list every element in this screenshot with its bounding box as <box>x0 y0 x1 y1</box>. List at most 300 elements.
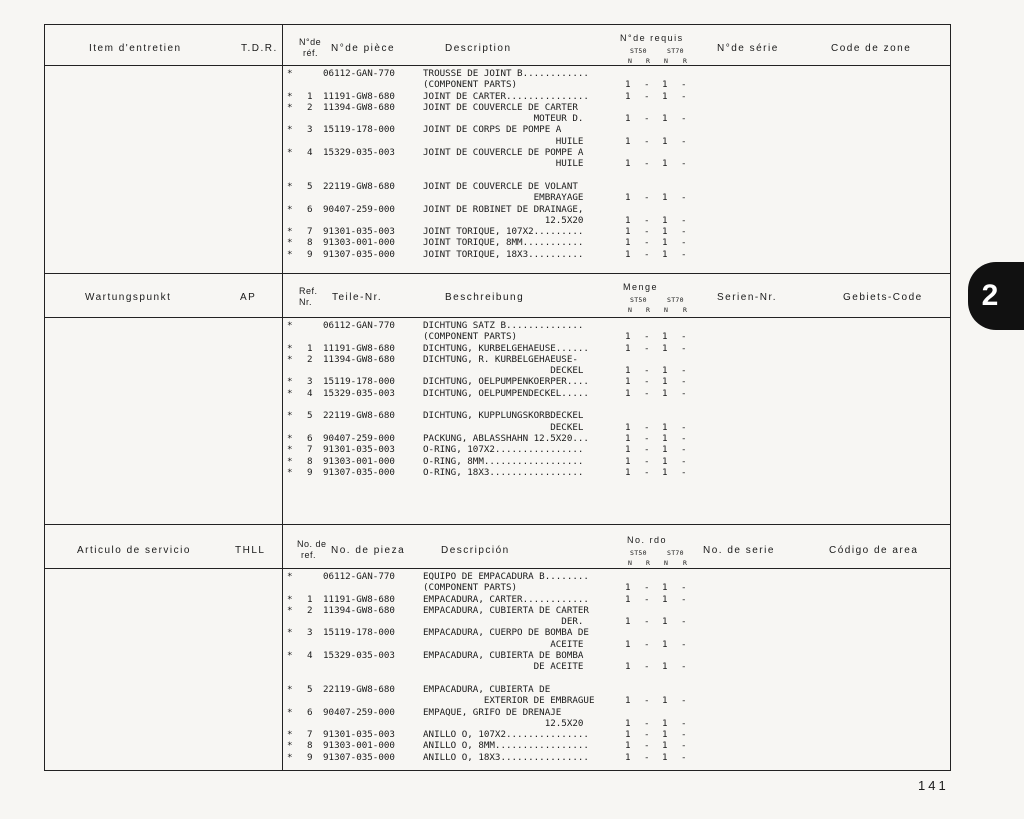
qty-st70: 1 <box>662 214 668 226</box>
part-number: 15329-035-003 <box>323 147 395 159</box>
part-number: 90407-259-000 <box>323 203 395 215</box>
qty-dash: - <box>681 455 687 467</box>
header-st70: ST70 <box>667 549 684 557</box>
ref-number: 9 <box>307 751 313 763</box>
part-description: ANILLO O, 18X3................ <box>423 751 589 763</box>
qty-dash: - <box>681 90 687 102</box>
qty-st50: 1 <box>625 365 631 377</box>
qty-dash: - <box>681 79 687 91</box>
header-item: Wartungspunkt <box>85 292 172 303</box>
header-qty: No. rdo <box>627 535 668 545</box>
ref-number: 5 <box>307 683 313 695</box>
qty-dash: - <box>644 740 650 752</box>
row-marker: * <box>287 387 293 399</box>
ref-number: 7 <box>307 729 313 741</box>
header-n1: N <box>628 559 633 567</box>
part-description: O-RING, 18X3................. <box>423 466 584 478</box>
part-number: 11394-GW8-680 <box>323 101 395 113</box>
row-marker: * <box>287 180 293 192</box>
qty-st50: 1 <box>625 593 631 605</box>
qty-dash: - <box>681 158 687 170</box>
part-number: 91307-035-000 <box>323 751 395 763</box>
qty-st50: 1 <box>625 376 631 388</box>
qty-st50: 1 <box>625 158 631 170</box>
qty-dash: - <box>681 376 687 388</box>
part-description: ANILLO O, 8MM................. <box>423 740 589 752</box>
qty-dash: - <box>681 740 687 752</box>
header-rule <box>45 568 950 569</box>
row-marker: * <box>287 90 293 102</box>
header-st50: ST50 <box>630 296 647 304</box>
row-marker: * <box>287 444 293 456</box>
ref-number: 2 <box>307 604 313 616</box>
ref-number: 5 <box>307 410 313 422</box>
qty-dash: - <box>644 113 650 125</box>
row-marker: * <box>287 353 293 365</box>
header-serial: Serien-Nr. <box>717 292 778 303</box>
part-description: EMPACADURA, CUBIERTA DE <box>423 683 551 695</box>
row-marker: * <box>287 706 293 718</box>
part-description: 12.5X20 <box>423 214 584 226</box>
ref-number: 7 <box>307 226 313 238</box>
part-description: MOTEUR D. <box>423 113 584 125</box>
qty-st70: 1 <box>662 376 668 388</box>
qty-st50: 1 <box>625 729 631 741</box>
part-description: DECKEL <box>423 365 584 377</box>
qty-st50: 1 <box>625 113 631 125</box>
part-description: ACEITE <box>423 638 584 650</box>
part-description: JOINT DE COUVERCLE DE VOLANT <box>423 180 578 192</box>
part-description: JOINT TORIQUE, 8MM........... <box>423 237 584 249</box>
qty-dash: - <box>644 365 650 377</box>
ref-number: 7 <box>307 444 313 456</box>
qty-dash: - <box>644 444 650 456</box>
part-number: 11394-GW8-680 <box>323 353 395 365</box>
qty-st70: 1 <box>662 237 668 249</box>
header-tdr: THLL <box>235 545 266 556</box>
part-number: 91301-035-003 <box>323 444 395 456</box>
qty-st50: 1 <box>625 192 631 204</box>
part-number: 11394-GW8-680 <box>323 604 395 616</box>
qty-dash: - <box>681 135 687 147</box>
part-description: O-RING, 107X2................ <box>423 444 584 456</box>
header-ref-1: No. de <box>297 539 327 549</box>
qty-st70: 1 <box>662 226 668 238</box>
header-qty: N°de requis <box>620 33 684 43</box>
chapter-tab: 2 <box>968 262 1024 330</box>
part-number: 06112-GAN-770 <box>323 68 395 79</box>
row-marker: * <box>287 627 293 639</box>
qty-st70: 1 <box>662 365 668 377</box>
header-qty: Menge <box>623 282 659 292</box>
header-st70: ST70 <box>667 296 684 304</box>
qty-st70: 1 <box>662 192 668 204</box>
qty-st50: 1 <box>625 331 631 343</box>
part-number: 15119-178-000 <box>323 376 395 388</box>
part-number: 91307-035-000 <box>323 248 395 260</box>
qty-st50: 1 <box>625 342 631 354</box>
header-item: Item d'entretien <box>89 43 182 54</box>
qty-dash: - <box>644 661 650 673</box>
part-description: DICHTUNG SATZ B.............. <box>423 320 584 331</box>
header-st70: ST70 <box>667 47 684 55</box>
header-r2: R <box>683 306 688 314</box>
row-marker: * <box>287 410 293 422</box>
header-n2: N <box>664 306 669 314</box>
part-description: 12.5X20 <box>423 717 584 729</box>
part-description: JOINT DE ROBINET DE DRAINAGE, <box>423 203 584 215</box>
part-description: JOINT TORIQUE, 18X3.......... <box>423 248 584 260</box>
qty-st50: 1 <box>625 638 631 650</box>
ref-number: 4 <box>307 650 313 662</box>
qty-st50: 1 <box>625 237 631 249</box>
part-description: EMPAQUE, GRIFO DE DRENAJE <box>423 706 562 718</box>
part-description: DE ACEITE <box>423 661 584 673</box>
qty-dash: - <box>644 638 650 650</box>
header-serial: N°de série <box>717 43 779 54</box>
row-marker: * <box>287 248 293 260</box>
ref-number: 6 <box>307 203 313 215</box>
header-zone: Gebiets-Code <box>843 292 923 303</box>
qty-dash: - <box>644 79 650 91</box>
qty-st70: 1 <box>662 582 668 594</box>
qty-st70: 1 <box>662 466 668 478</box>
part-description: HUILE <box>423 135 584 147</box>
part-description: DECKEL <box>423 421 584 433</box>
ref-number: 3 <box>307 627 313 639</box>
row-marker: * <box>287 683 293 695</box>
row-marker: * <box>287 376 293 388</box>
row-marker: * <box>287 604 293 616</box>
part-description: EMPACADURA, CARTER............ <box>423 593 589 605</box>
qty-dash: - <box>644 342 650 354</box>
header-part: Teile-Nr. <box>332 292 383 303</box>
part-description: DER. <box>423 616 584 628</box>
row-marker: * <box>287 203 293 215</box>
header-r1: R <box>646 57 651 65</box>
part-number: 22119-GW8-680 <box>323 180 395 192</box>
part-number: 91303-001-000 <box>323 455 395 467</box>
qty-dash: - <box>644 582 650 594</box>
qty-st50: 1 <box>625 740 631 752</box>
qty-st50: 1 <box>625 695 631 707</box>
qty-st70: 1 <box>662 455 668 467</box>
row-marker: * <box>287 68 293 79</box>
qty-st70: 1 <box>662 90 668 102</box>
qty-st50: 1 <box>625 661 631 673</box>
qty-st70: 1 <box>662 135 668 147</box>
qty-st50: 1 <box>625 466 631 478</box>
header-r2: R <box>683 559 688 567</box>
header-item: Articulo de servicio <box>77 545 191 556</box>
qty-dash: - <box>681 661 687 673</box>
ref-number: 4 <box>307 387 313 399</box>
qty-dash: - <box>681 582 687 594</box>
qty-dash: - <box>644 237 650 249</box>
qty-st50: 1 <box>625 616 631 628</box>
qty-st70: 1 <box>662 387 668 399</box>
part-description: JOINT DE CORPS DE POMPE A <box>423 124 562 136</box>
section-german <box>45 274 950 524</box>
part-description: EMBRAYAGE <box>423 192 584 204</box>
ref-number: 1 <box>307 593 313 605</box>
header-st50: ST50 <box>630 47 647 55</box>
part-description: EMPACADURA, CUBIERTA DE CARTER <box>423 604 589 616</box>
qty-dash: - <box>644 158 650 170</box>
part-number: 91301-035-003 <box>323 729 395 741</box>
qty-st50: 1 <box>625 582 631 594</box>
ref-number: 2 <box>307 101 313 113</box>
qty-dash: - <box>644 90 650 102</box>
row-marker: * <box>287 455 293 467</box>
qty-dash: - <box>644 616 650 628</box>
qty-dash: - <box>644 455 650 467</box>
parts-table-frame <box>44 24 951 771</box>
part-description: JOINT DE COUVERCLE DE CARTER <box>423 101 578 113</box>
part-description: EMPACADURA, CUBIERTA DE BOMBA <box>423 650 584 662</box>
qty-st70: 1 <box>662 444 668 456</box>
header-part: N°de pièce <box>331 43 396 54</box>
header-rule <box>45 317 950 318</box>
row-marker: * <box>287 751 293 763</box>
header-ref-1: Ref. <box>299 286 318 296</box>
qty-dash: - <box>644 717 650 729</box>
qty-dash: - <box>681 387 687 399</box>
qty-dash: - <box>644 593 650 605</box>
row-marker: * <box>287 729 293 741</box>
qty-dash: - <box>681 248 687 260</box>
part-description: JOINT DE COUVERCLE DE POMPE A <box>423 147 584 159</box>
qty-st70: 1 <box>662 695 668 707</box>
qty-st70: 1 <box>662 113 668 125</box>
qty-dash: - <box>681 226 687 238</box>
ref-number: 8 <box>307 455 313 467</box>
header-n2: N <box>664 559 669 567</box>
qty-dash: - <box>644 466 650 478</box>
qty-dash: - <box>644 421 650 433</box>
qty-dash: - <box>681 192 687 204</box>
qty-st50: 1 <box>625 421 631 433</box>
header-tdr: AP <box>240 292 257 303</box>
part-number: 91303-001-000 <box>323 740 395 752</box>
part-description: DICHTUNG, R. KURBELGEHAEUSE- <box>423 353 578 365</box>
part-number: 06112-GAN-770 <box>323 571 395 582</box>
part-description: EXTERIOR DE EMBRAGUE <box>423 695 595 707</box>
header-st50: ST50 <box>630 549 647 557</box>
row-marker: * <box>287 593 293 605</box>
qty-dash: - <box>681 695 687 707</box>
part-description: JOINT DE CARTER............... <box>423 90 589 102</box>
qty-st50: 1 <box>625 135 631 147</box>
part-description: HUILE <box>423 158 584 170</box>
part-number: 90407-259-000 <box>323 706 395 718</box>
part-number: 11191-GW8-680 <box>323 342 395 354</box>
header-desc: Description <box>445 43 512 54</box>
qty-st50: 1 <box>625 226 631 238</box>
qty-dash: - <box>644 214 650 226</box>
part-number: 15329-035-003 <box>323 387 395 399</box>
qty-dash: - <box>681 593 687 605</box>
qty-st50: 1 <box>625 248 631 260</box>
header-desc: Descripción <box>441 545 510 556</box>
qty-dash: - <box>681 237 687 249</box>
qty-dash: - <box>644 751 650 763</box>
qty-st70: 1 <box>662 158 668 170</box>
ref-number: 6 <box>307 432 313 444</box>
qty-dash: - <box>681 466 687 478</box>
header-rule <box>45 65 950 66</box>
qty-dash: - <box>681 113 687 125</box>
qty-st70: 1 <box>662 593 668 605</box>
row-marker: * <box>287 432 293 444</box>
qty-dash: - <box>644 331 650 343</box>
qty-st70: 1 <box>662 248 668 260</box>
qty-st70: 1 <box>662 717 668 729</box>
qty-st50: 1 <box>625 214 631 226</box>
qty-dash: - <box>644 226 650 238</box>
qty-st70: 1 <box>662 331 668 343</box>
header-n2: N <box>664 57 669 65</box>
qty-st50: 1 <box>625 717 631 729</box>
header-n1: N <box>628 57 633 65</box>
qty-dash: - <box>681 421 687 433</box>
part-description: DICHTUNG, OELPUMPENDECKEL..... <box>423 387 589 399</box>
section-header <box>45 274 950 314</box>
qty-st70: 1 <box>662 432 668 444</box>
part-description: DICHTUNG, OELPUMPENKOERPER.... <box>423 376 589 388</box>
qty-st50: 1 <box>625 751 631 763</box>
ref-number: 6 <box>307 706 313 718</box>
qty-st50: 1 <box>625 79 631 91</box>
qty-dash: - <box>681 365 687 377</box>
qty-dash: - <box>681 638 687 650</box>
ref-number: 1 <box>307 342 313 354</box>
qty-st50: 1 <box>625 455 631 467</box>
qty-st70: 1 <box>662 342 668 354</box>
header-r2: R <box>683 57 688 65</box>
part-description: PACKUNG, ABLASSHAHN 12.5X20... <box>423 432 589 444</box>
part-description: TROUSSE DE JOINT B............ <box>423 68 589 79</box>
ref-number: 9 <box>307 466 313 478</box>
part-description: (COMPONENT PARTS) <box>423 331 518 343</box>
part-number: 15329-035-003 <box>323 650 395 662</box>
qty-dash: - <box>681 331 687 343</box>
qty-dash: - <box>681 616 687 628</box>
qty-dash: - <box>681 444 687 456</box>
section-french <box>45 25 950 273</box>
row-marker: * <box>287 342 293 354</box>
qty-dash: - <box>644 729 650 741</box>
part-number: 11191-GW8-680 <box>323 90 395 102</box>
row-marker: * <box>287 237 293 249</box>
header-ref-2: Nr. <box>299 297 313 307</box>
qty-dash: - <box>644 376 650 388</box>
qty-st70: 1 <box>662 79 668 91</box>
qty-dash: - <box>644 432 650 444</box>
row-marker: * <box>287 226 293 238</box>
header-part: No. de pieza <box>331 545 406 556</box>
ref-number: 8 <box>307 740 313 752</box>
part-number: 06112-GAN-770 <box>323 320 395 331</box>
qty-st50: 1 <box>625 444 631 456</box>
row-marker: * <box>287 124 293 136</box>
part-number: 15119-178-000 <box>323 124 395 136</box>
part-description: DICHTUNG, KUPPLUNGSKORBDECKEL <box>423 410 584 422</box>
header-ref-1: N°de <box>299 37 322 47</box>
ref-number: 9 <box>307 248 313 260</box>
row-marker: * <box>287 320 293 331</box>
qty-st70: 1 <box>662 616 668 628</box>
qty-dash: - <box>681 342 687 354</box>
section-header <box>45 525 950 565</box>
part-number: 91301-035-003 <box>323 226 395 238</box>
header-r1: R <box>646 306 651 314</box>
header-zone: Código de area <box>829 545 919 556</box>
qty-st70: 1 <box>662 638 668 650</box>
qty-dash: - <box>681 432 687 444</box>
header-n1: N <box>628 306 633 314</box>
part-number: 91307-035-000 <box>323 466 395 478</box>
section-header <box>45 25 950 65</box>
ref-number: 3 <box>307 124 313 136</box>
ref-number: 3 <box>307 376 313 388</box>
qty-st70: 1 <box>662 751 668 763</box>
row-marker: * <box>287 571 293 582</box>
qty-st70: 1 <box>662 740 668 752</box>
part-description: (COMPONENT PARTS) <box>423 79 518 91</box>
qty-dash: - <box>644 135 650 147</box>
header-ref-2: ref. <box>301 550 317 560</box>
qty-dash: - <box>681 751 687 763</box>
part-description: ANILLO O, 107X2............... <box>423 729 589 741</box>
header-ref-2: réf. <box>303 48 319 58</box>
ref-number: 4 <box>307 147 313 159</box>
part-description: O-RING, 8MM.................. <box>423 455 584 467</box>
row-marker: * <box>287 147 293 159</box>
qty-st70: 1 <box>662 421 668 433</box>
row-marker: * <box>287 101 293 113</box>
section-spanish <box>45 525 950 771</box>
part-number: 15119-178-000 <box>323 627 395 639</box>
part-description: EQUIPO DE EMPACADURA B........ <box>423 571 589 582</box>
row-marker: * <box>287 650 293 662</box>
qty-st50: 1 <box>625 90 631 102</box>
ref-number: 1 <box>307 90 313 102</box>
header-r1: R <box>646 559 651 567</box>
qty-dash: - <box>644 192 650 204</box>
qty-dash: - <box>681 214 687 226</box>
header-tdr: T.D.R. <box>241 43 278 54</box>
qty-st50: 1 <box>625 387 631 399</box>
qty-st50: 1 <box>625 432 631 444</box>
part-description: DICHTUNG, KURBELGEHAEUSE...... <box>423 342 589 354</box>
part-description: (COMPONENT PARTS) <box>423 582 518 594</box>
part-description: JOINT TORIQUE, 107X2......... <box>423 226 584 238</box>
ref-number: 8 <box>307 237 313 249</box>
part-number: 91303-001-000 <box>323 237 395 249</box>
ref-number: 2 <box>307 353 313 365</box>
part-number: 90407-259-000 <box>323 432 395 444</box>
header-desc: Beschreibung <box>445 292 525 303</box>
part-description: EMPACADURA, CUERPO DE BOMBA DE <box>423 627 589 639</box>
part-number: 11191-GW8-680 <box>323 593 395 605</box>
part-number: 22119-GW8-680 <box>323 683 395 695</box>
page-number: 141 <box>918 778 949 793</box>
part-number: 22119-GW8-680 <box>323 410 395 422</box>
qty-dash: - <box>681 729 687 741</box>
header-serial: No. de serie <box>703 545 775 556</box>
row-marker: * <box>287 740 293 752</box>
